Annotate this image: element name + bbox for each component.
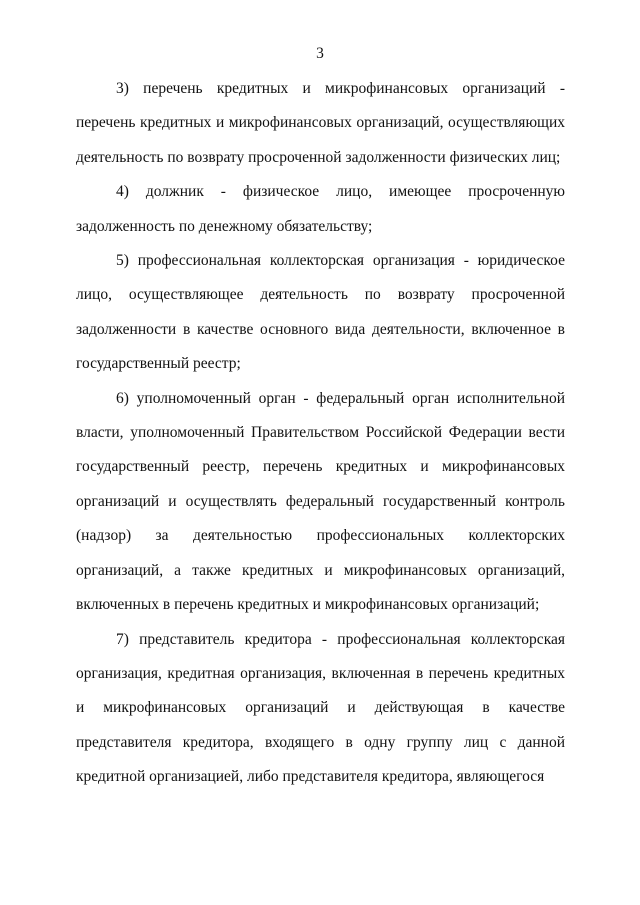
definition-item-7: 7) представитель кредитора - профессиональная коллекторская организация, кредитная организация, включенная в перечень кредитных и микрофинансовых организаций и действующая в качестве представителя кредитора, входящего в одну группу лиц с данной кредитной организацией, либо представителя кредитора, являющегося [76, 630, 565, 786]
definition-item-5: 5) профессиональная коллекторская организация - юридическое лицо, осуществляющее деятельность по возврату просроченной задолженности в качестве основного вида деятельности, включенное в государственный реестр; [76, 252, 565, 373]
definition-item-3: 3) перечень кредитных и микрофинансовых организаций - перечень кредитных и микрофинансовых организаций, осуществляющих деятельность по возврату просроченной задолженности физических лиц; [76, 80, 565, 166]
definition-item-4: 4) должник - физическое лицо, имеющее просроченную задолженность по денежному обязательству; [76, 183, 565, 235]
page-number: 3 [316, 45, 324, 62]
document-body [76, 72, 565, 795]
definition-item-6: 6) уполномоченный орган - федеральный орган исполнительной власти, уполномоченный Правительством Российской Федерации вести государственный реестр, перечень кредитных и микрофинансовых организаций и осуществлять федеральный государственный контроль (надзор) за деятельностью профессиональных коллекторских организаций, а также кредитных и микрофинансовых организаций, включенных в перечень кредитных и микрофинансовых организаций; [76, 389, 565, 614]
